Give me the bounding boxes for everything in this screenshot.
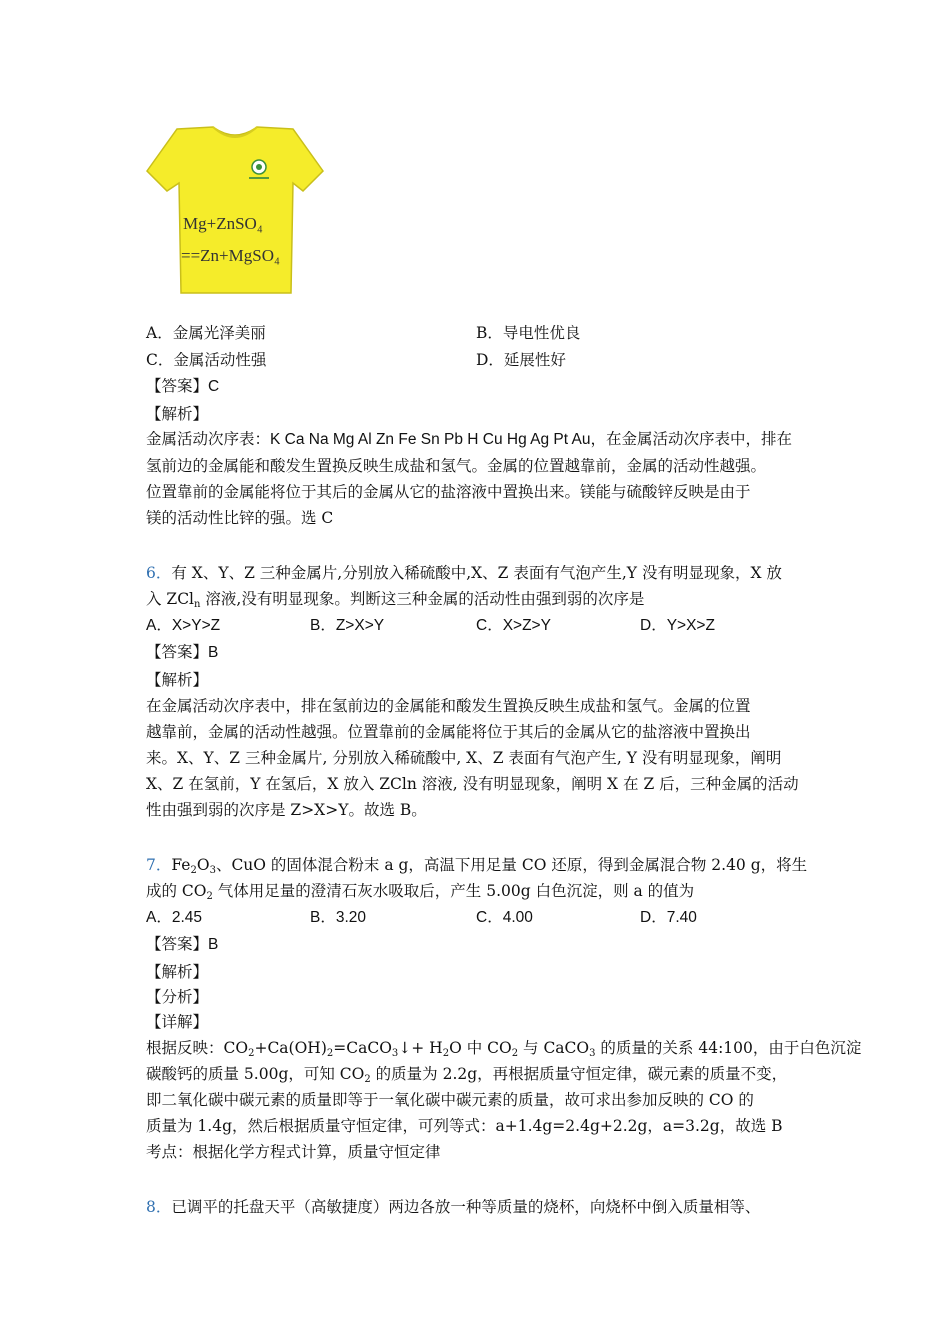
q7-fenxi-label: 【分析】 — [146, 988, 209, 1006]
q6-stem-line1: 6．有 X、Y、Z 三种金属片,分别放入稀硫酸中,X、Z 表面有气泡产生,Y 没有明显现象，X 放 — [146, 564, 782, 582]
q6-analysis-line: 性由强到弱的次序是 Z>X>Y。故选 B。 — [146, 801, 427, 819]
q7-analysis-label: 【解析】 — [146, 963, 209, 981]
q5-analysis-line: 氢前边的金属能和酸发生置换反映生成盐和氢气。金属的位置越靠前，金属的活动性越强。 — [146, 457, 767, 475]
q5-option-d: D．延展性好 — [476, 351, 566, 369]
q6-option-a: A．X>Y>Z — [146, 617, 221, 634]
shirt-equation-line1: Mg+ZnSO₄ — [183, 214, 263, 233]
q7-option-c: C．4.00 — [476, 909, 533, 926]
q7-stem-line1: 7．$Fe_2O_3$、CuO 的固体混合粉末 a g，高温下用足量 CO 还原，得到金属混合物 2.40 g，将生 — [146, 856, 808, 876]
q5-option-b: B．导电性优良 — [476, 324, 581, 342]
q6-number: 6． — [146, 564, 172, 582]
tshirt-shape — [147, 127, 323, 293]
q7-detail-line2: 碳酸钙的质量 5.00g，可知 $CO_2$ 的质量为 2.2g，再根据质量守恒定律，碳元素的质量不变， — [146, 1065, 788, 1085]
q6-stem-line2: 入 ZCl$_n$ 溶液,没有明显现象。判断这三种金属的活动性由强到弱的次序是 — [146, 590, 645, 610]
q5-option-c: C．金属活动性强 — [146, 351, 267, 369]
q5-option-a: A．金属光泽美丽 — [146, 324, 266, 342]
q7-detail-label: 【详解】 — [146, 1013, 209, 1031]
q5-analysis-line: 镁的活动性比锌的强。选 C — [146, 509, 334, 527]
q6-answer: 【答案】B — [146, 644, 219, 661]
q7-detail-line4: 质量为 1.4g，然后根据质量守恒定律，可列等式：a+1.4g=2.4g+2.2g，a=3.2g，故选 B — [146, 1117, 783, 1135]
q7-number: 7． — [146, 856, 172, 874]
q6-option-c: C．X>Z>Y — [476, 617, 551, 634]
q7-detail-line5: 考点：根据化学方程式计算，质量守恒定律 — [146, 1143, 441, 1161]
q6-analysis-label: 【解析】 — [146, 671, 209, 689]
q7-option-b: B．3.20 — [310, 909, 367, 926]
q6-option-b: B．Z>X>Y — [310, 617, 385, 634]
q6-analysis-line: 越靠前，金属的活动性越强。位置靠前的金属能将位于其后的金属从它的盐溶液中置换出 — [146, 723, 751, 741]
shirt-equation-line2: ==Zn+MgSO₄ — [181, 246, 280, 265]
q7-stem-line2: 成的 $CO_2$ 气体用足量的澄清石灰水吸取后，产生 5.00g 白色沉淀，则 a 的值为 — [146, 882, 695, 902]
q7-detail-line1: 根据反映：$CO_2+Ca(OH)_2=CaCO_3↓+ H_2O$ 中 $CO_2$ 与 CaCO$_3$ 的质量的关系 44:100，由于白色沉淀 — [146, 1039, 862, 1059]
q5-analysis-line: 位置靠前的金属能将位于其后的金属从它的盐溶液中置换出来。镁能与硫酸锌反映是由于 — [146, 483, 751, 501]
q6-analysis-line: X、Z 在氢前，Y 在氢后，X 放入 ZCln 溶液, 没有明显现象，阐明 X 在 Z 后，三种金属的活动 — [146, 775, 799, 793]
q6-option-d: D．Y>X>Z — [640, 617, 715, 634]
q6-analysis-line: 在金属活动次序表中，排在氢前边的金属能和酸发生置换反映生成盐和氢气。金属的位置 — [146, 697, 751, 715]
q7-option-d: D．7.40 — [640, 909, 697, 926]
q7-option-a: A．2.45 — [146, 909, 203, 926]
q7-answer: 【答案】B — [146, 936, 219, 953]
q5-analysis-line: 金属活动次序表：K Ca Na Mg Al Zn Fe Sn Pb H Cu Hg Ag Pt Au，在金属活动次序表中，排在 — [146, 431, 792, 448]
q6-analysis-line: 来。X、Y、Z 三种金属片, 分别放入稀硫酸中, X、Z 表面有气泡产生, Y 没有明显现象，阐明 — [146, 749, 782, 767]
q8-stem-line1: 8．已调平的托盘天平（高敏捷度）两边各放一种等质量的烧杯，向烧杯中倒入质量相等、 — [146, 1198, 761, 1216]
q8-number: 8． — [146, 1198, 172, 1216]
q5-answer: 【答案】C — [146, 378, 220, 395]
q7-detail-line3: 即二氧化碳中碳元素的质量即等于一氧化碳中碳元素的质量，故可求出参加反映的 CO 的 — [146, 1091, 754, 1109]
tshirt-figure — [145, 125, 325, 297]
q5-analysis-label: 【解析】 — [146, 405, 209, 423]
